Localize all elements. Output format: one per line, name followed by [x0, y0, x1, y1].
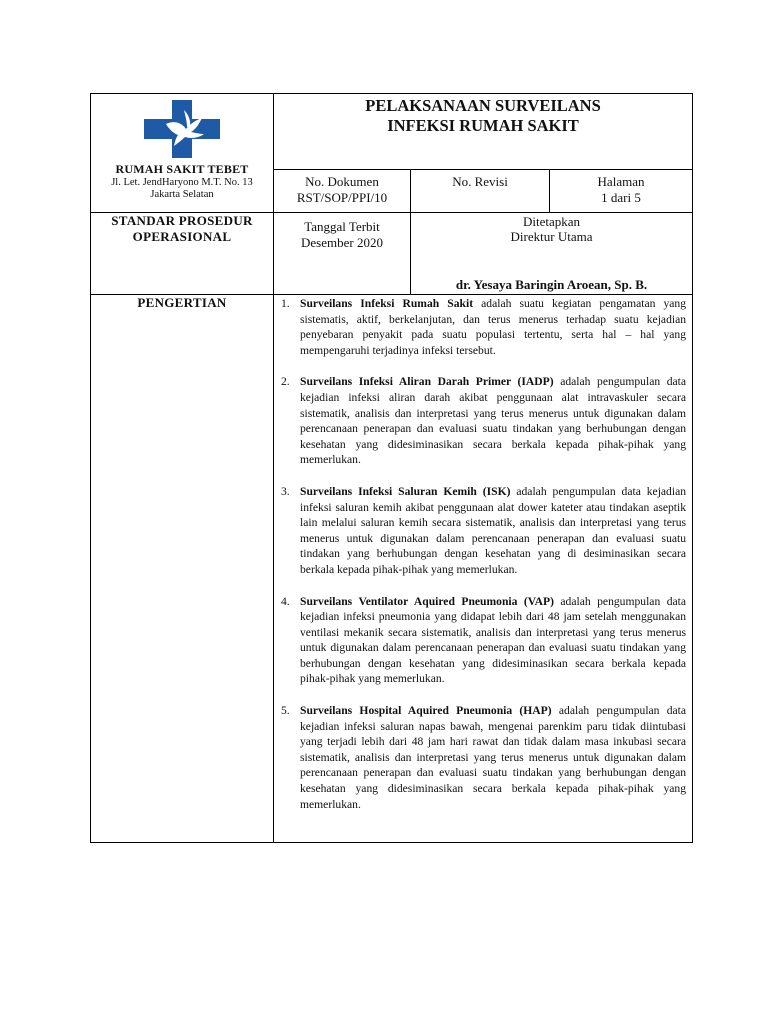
definition-text: adalah pengumpulan data kejadian infeksi saluran napas bawah, mengenai parenkim paru tidak diintubasi yang terjadi lebih dari 48 jam hari rawat dan tidak dalam masa inkubasi secara sistematik, analisis dan interpretasi yang terus menerus untuk digunakan dalam perencanaan penerapan dan evaluasi suatu tindakan yang berhubungan dengan kesehatan yang didesiminasikan secara berkala kepada pihak-pihak yang memerlukan.	[300, 704, 687, 811]
document-title-cell	[274, 94, 693, 170]
definitions-cell	[274, 295, 693, 843]
definition-number: 5.	[281, 704, 290, 718]
definition-item	[281, 703, 687, 812]
revision-cell	[411, 170, 550, 213]
definition-term: Surveilans Infeksi Aliran Darah Primer (IADP)	[300, 375, 554, 389]
definition-item	[281, 484, 687, 578]
document-number-label: No. Dokumen	[305, 174, 379, 189]
approval-line2: Direktur Utama	[510, 229, 593, 244]
approval-cell	[411, 213, 693, 295]
director-name: dr. Yesaya Baringin Aroean, Sp. B.	[455, 277, 648, 292]
issue-date-value: Desember 2020	[301, 235, 383, 250]
page-label: Halaman	[597, 174, 645, 189]
approval-line1: Ditetapkan	[522, 214, 581, 229]
issue-date-label: Tanggal Terbit	[304, 219, 380, 234]
section-label: PENGERTIAN	[137, 295, 227, 310]
definition-item	[281, 594, 687, 688]
document-number-cell	[274, 170, 411, 213]
hospital-address-line1: Jl. Let. JendHaryono M.T. No. 13	[111, 177, 253, 188]
hospital-name: RUMAH SAKIT TEBET	[115, 162, 249, 176]
definition-number: 1.	[281, 297, 290, 310]
sop-label-cell	[91, 213, 274, 295]
sop-label-line1: STANDAR PROSEDUR	[111, 213, 253, 228]
definition-text: adalah suatu kegiatan pengamatan yang sistematis, aktif, berkelanjutan, dan terus menerus terhadap suatu kejadian penyebaran penyakit pada suatu populasi tertentu, serta hal – hal yang mempengaruhi terjadinya infeksi tersebut.	[300, 297, 687, 357]
definition-text: adalah pengumpulan data kejadian infeksi aliran darah akibat penggunaan alat intravaskuler secara sistematik, analisis dan interpretasi yang terus menerus untuk digunakan dalam perencanaan penerapan dan evaluasi suatu tindakan yang berhubungan dengan kesehatan yang didesiminasikan secara berkala kepada pihak-pihak yang memerlukan.	[300, 375, 687, 467]
definition-term: Surveilans Hospital Aquired Pneumonia (HAP)	[300, 704, 552, 718]
sop-label-line2: OPERASIONAL	[132, 229, 232, 244]
definition-number: 3.	[281, 484, 290, 498]
document-title-line2: INFEKSI RUMAH SAKIT	[387, 116, 579, 135]
revision-label: No. Revisi	[452, 174, 508, 189]
issue-date-cell	[274, 213, 411, 295]
definition-term: Surveilans Infeksi Saluran Kemih (ISK)	[300, 484, 511, 498]
cross-dove-logo-icon	[144, 100, 220, 158]
document-title-line1: PELAKSANAAN SURVEILANS	[365, 96, 601, 115]
definition-term: Surveilans Infeksi Rumah Sakit	[300, 297, 474, 310]
page-cell	[550, 170, 693, 213]
page-value: 1 dari 5	[601, 190, 641, 205]
document-number-value: RST/SOP/PPI/10	[296, 190, 388, 205]
sop-document-table	[90, 93, 693, 843]
hospital-address-line2: Jakarta Selatan	[150, 189, 214, 200]
definition-number: 2.	[281, 375, 290, 389]
definition-term: Surveilans Ventilator Aquired Pneumonia (VAP)	[300, 594, 554, 608]
section-label-cell	[91, 295, 274, 843]
definition-item	[281, 374, 687, 468]
definition-text: adalah pengumpulan data kejadian infeksi saluran kemih akibat penggunaan alat dower kateter atau tindakan aseptik lain melalui saluran kemih secara sistematik, analisis dan interpretasi yang terus menerus untuk digunakan dalam perencanaan penerapan dan evaluasi suatu tindakan yang berhubungan dengan kesehatan yang di desiminasikan secara berkala kepada pihak-pihak yang memerlukan.	[300, 484, 687, 576]
definition-number: 4.	[281, 594, 290, 608]
definition-text: adalah pengumpulan data kejadian infeksi pneumonia yang didapat lebih dari 48 jam setelah menggunakan ventilasi mekanik secara sistematik, analisis dan interpretasi yang terus menerus untuk digunakan dalam perencanaan penerapan dan evaluasi suatu tindakan yang berhubungan dengan kesehatan yang didesiminasikan secara berkala kepada pihak-pihak yang memerlukan.	[300, 594, 687, 686]
hospital-header-cell	[91, 94, 274, 213]
definition-item	[281, 296, 687, 358]
